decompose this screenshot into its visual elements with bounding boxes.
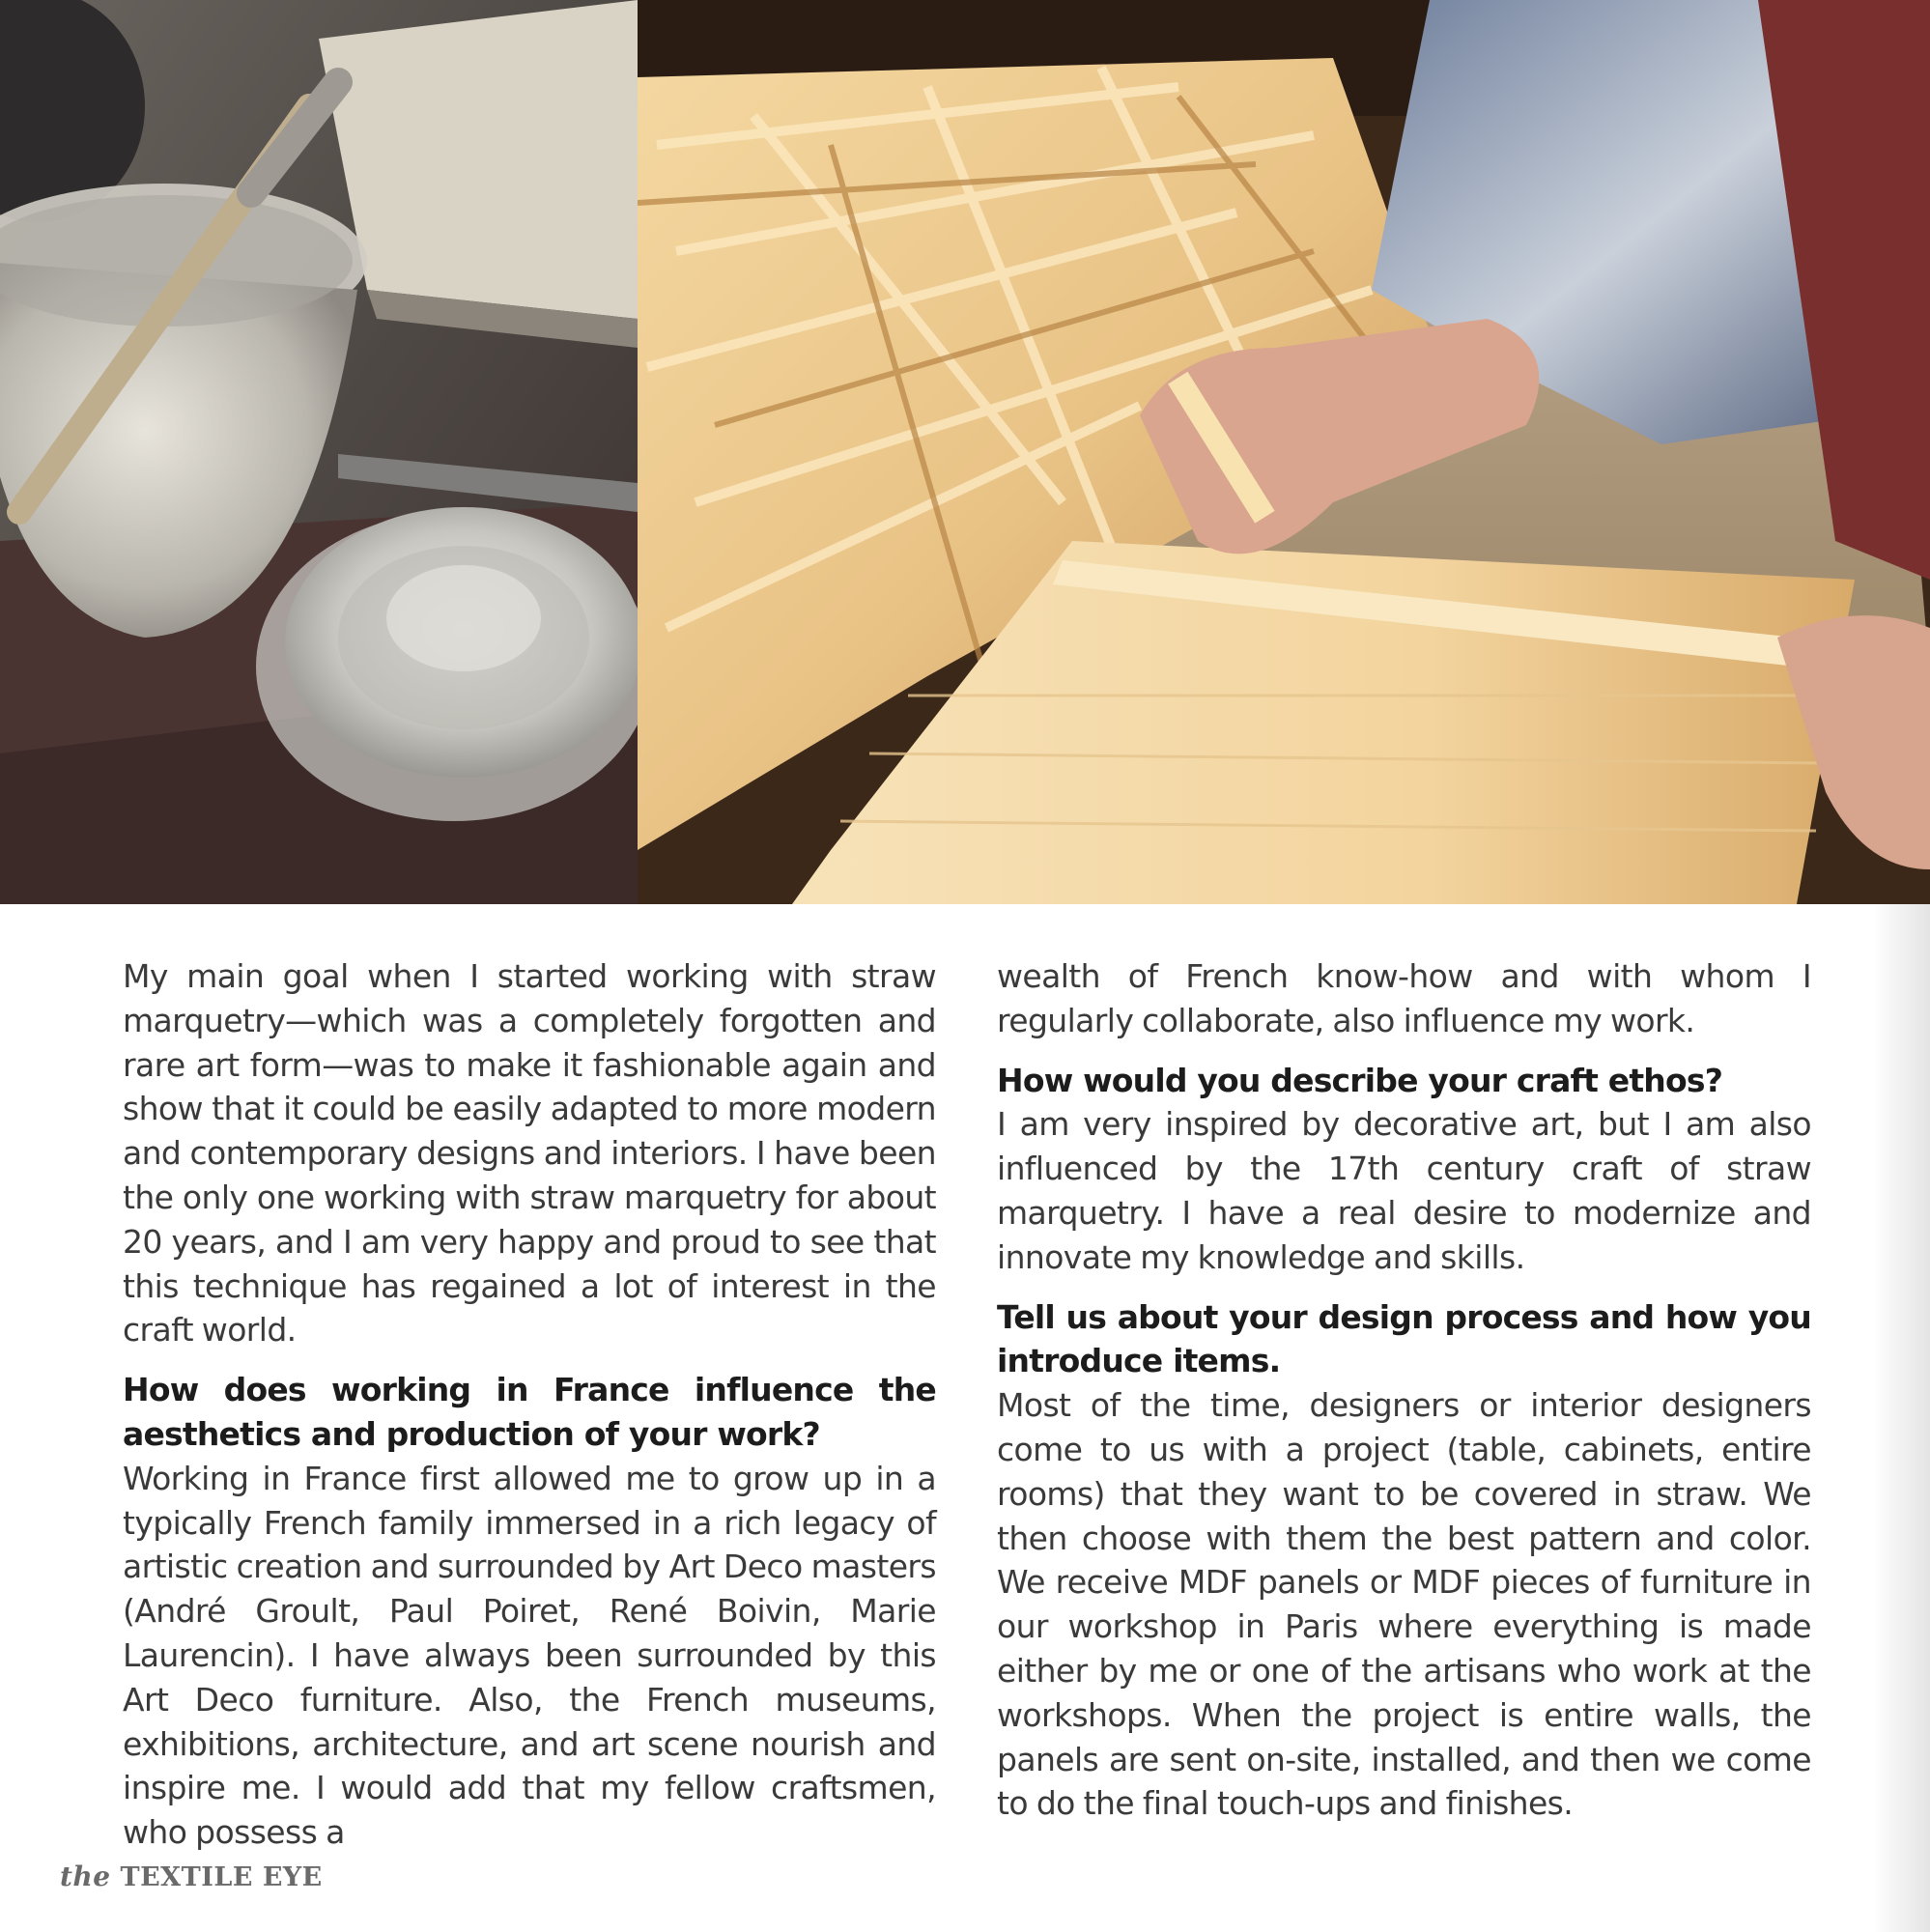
jar-illustration (0, 0, 638, 904)
question-craft-ethos: How would you describe your craft ethos? (997, 1061, 1723, 1099)
article-column-left (123, 954, 936, 1855)
answer-france-influence-continued: wealth of French know-how and with whom I regularly collaborate, also influence my work. (997, 957, 1811, 1039)
answer-france-influence: Working in France first allowed me to grow up in a typically French family immersed in a rich legacy of artistic creation and surrounded by Art Deco masters (André Groult, Paul Poiret, René Boivin, Marie Laurencin). I have always been surrounded by this Art Deco furniture. Also, the French museums, exhibitions, architecture, and art scene nourish and inspire me. I would add that my fellow craftsmen, who possess a (123, 1459, 936, 1852)
article-column-right (997, 954, 1811, 1826)
straw-illustration (638, 0, 1930, 904)
magazine-logo (60, 1861, 323, 1892)
photo-jar-and-brush (0, 0, 638, 904)
photo-artisan-straw (638, 0, 1930, 904)
answer-craft-ethos: I am very inspired by decorative art, but I am also influenced by the 17th century craft of straw marquetry. I have a real desire to modernize and innovate my knowledge and skills. (997, 1105, 1811, 1276)
logo-the: the (60, 1861, 111, 1892)
question-design-process: Tell us about your design process and how you introduce items. (997, 1297, 1811, 1380)
logo-name: TEXTILE EYE (120, 1862, 323, 1892)
question-france-influence: How does working in France influence the aesthetics and production of your work? (123, 1371, 936, 1453)
intro-paragraph: My main goal when I started working with straw marquetry—which was a completely forgotten and rare art form—was to make it fashionable again and show that it could be easily adapted to more modern and contemporary designs and interiors. I have been the only one working with straw marquetry for about 20 years, and I am very happy and proud to see that this technique has regained a lot of interest in the craft world. (123, 957, 936, 1350)
page-edge-shadow (1872, 904, 1930, 1932)
answer-design-process: Most of the time, designers or interior designers come to us with a project (table, cabinets, entire rooms) that they want to be covered in straw. We then choose with them the best pattern and color. We receive MDF panels or MDF pieces of furniture in our workshop in Paris where everything is made either by me or one of the artisans who work at the workshops. When the project is entire walls, the panels are sent on-site, installed, and then we come to do the final touch-ups and finishes. (997, 1386, 1811, 1823)
